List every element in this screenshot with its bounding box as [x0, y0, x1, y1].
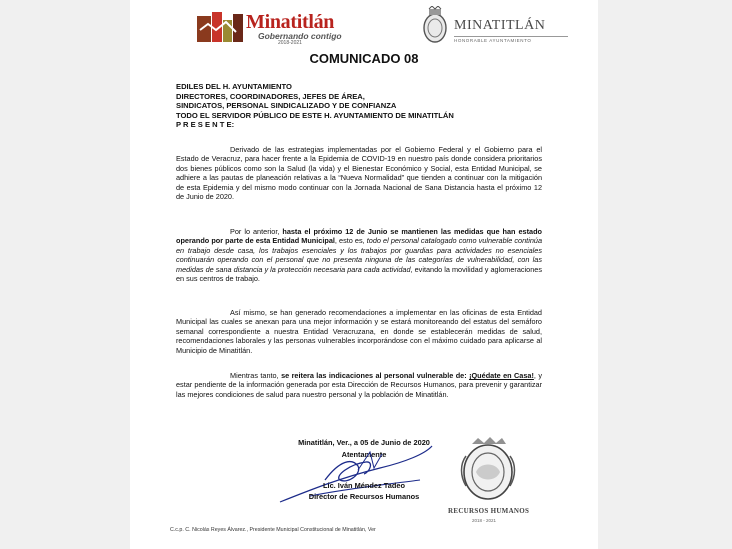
- paragraph-3: [176, 308, 542, 355]
- addressee-line: P R E S E N T E:: [176, 120, 235, 130]
- paragraph-2: [176, 227, 542, 283]
- minatitlan-logo: [196, 10, 364, 44]
- paragraph-2-bold: hasta el próximo 12 de Junio se mantienen las medidas que han estado operando por parte de esta Entidad Municipal: [176, 227, 543, 246]
- paragraph-1-text: Derivado de las estrategias implementadas por el Gobierno Federal y el Gobierno para el Estado de Veracruz, para hacer frente a la Epidemia de COVID-19 en nuestro país donde considera prioritarios dos bienes públicos como son la Salud (la vida) y el Bienestar Económico y Social, esta Entidad Municipal, se adhiere a las pautas de planeación relativas a la “Nueva Normalidad” que tienden a continuar con la mitigación de esta Epidemia y del mismo modo continuar con la Jornada Nacional de Sana Distancia hasta el próximo 12 de Junio de 2020.: [176, 145, 542, 202]
- addressee-line: DIRECTORES, COORDINADORES, JEFES DE ÁREA,: [176, 91, 365, 101]
- farewell: Atentamente: [341, 450, 387, 459]
- document-page: [130, 0, 598, 549]
- logo-slogan: Gobernando contigo: [258, 31, 342, 41]
- paragraph-2-text-a: Por lo anterior,: [230, 227, 283, 236]
- recursos-humanos-seal-icon: [452, 436, 524, 506]
- ayuntamiento-name: MINATITLÁN: [454, 18, 546, 33]
- left-margin: [0, 0, 130, 549]
- logo-blocks-icon: [196, 10, 244, 44]
- logo-name: Minatitlán: [246, 11, 335, 33]
- addressee-line: SINDICATOS, PERSONAL SINDICALIZADO Y DE CONFIANZA: [176, 101, 397, 111]
- right-margin: [598, 0, 732, 549]
- coat-of-arms-icon: [420, 6, 450, 46]
- paragraph-2-text-e: , evitando la movilidad y aglomeraciones en sus centros de trabajo.: [176, 264, 543, 284]
- stay-home-phrase: ¡Quédate en Casa!: [469, 371, 534, 380]
- paragraph-3-text: Así mismo, se han generado recomendaciones a implementar en las oficinas de esta Entidad Municipal las cuales se anexan para una mejor información y se estará monitoreando del estatus del semáforo semanal correspondiente a nuestra Entidad Veracruzana, en donde se establecerán medidas de salud, recomendaciones laborales y las personas vulnerables incorporándose con el máximo cuidado para aplicarse al Municipio de Minatitlán.: [176, 308, 542, 355]
- signer-position: Director de Recursos Humanos: [308, 492, 420, 501]
- paragraph-2-italic: todo el personal catalogado como vulnerable continúa en trabajo desde casa, los trabajos esenciales y los trabajos por guardias para actividades no esenciales continuarán operando con el personal que no presenta ninguna de las categorías de vulnerabilidad, con las medidas de sana distancia y la protección necesaria para cada actividad: [176, 236, 542, 274]
- logo-divider: [454, 36, 568, 37]
- addressee-line: TODO EL SERVIDOR PÚBLICO DE ESTE H. AYUNTAMIENTO DE MINATITLÁN: [176, 110, 454, 120]
- document-title: COMUNICADO 08: [309, 51, 419, 66]
- paragraph-4-text-a: Mientras tanto,: [230, 371, 282, 380]
- carbon-copy-note: C.c.p. C. Nicolás Reyes Álvarez., Presidente Municipal Constitucional de Minatitlán, Ver: [170, 527, 376, 533]
- paragraph-4: [176, 371, 542, 399]
- ayuntamiento-subtitle: HONORABLE AYUNTAMIENTO: [454, 38, 532, 43]
- paragraph-1: [176, 145, 542, 201]
- paragraph-2-text-c: , esto es,: [334, 236, 367, 246]
- logo-years: 2018-2021: [278, 40, 302, 46]
- paragraph-4-bold: se reitera las indicaciones al personal vulnerable de:: [281, 371, 470, 380]
- signer-name: Lic. Iván Méndez Tadeo: [323, 481, 405, 490]
- addressee-block: [176, 82, 454, 130]
- seal-label: RECURSOS HUMANOS: [448, 507, 530, 515]
- ayuntamiento-logo: [420, 6, 580, 46]
- seal-years: 2018 - 2021: [472, 518, 497, 523]
- addressee-line: EDILES DEL H. AYUNTAMIENTO: [176, 82, 292, 91]
- place-date: Minatitlán, Ver., a 05 de Junio de 2020: [298, 438, 430, 447]
- paragraph-4-text-d: , y estar pendiente de la información generada por esta Dirección de Recursos Humanos, para prevenir y garantizar las mejores condiciones de salud para nuestro personal y la población de Minatitlán.: [176, 371, 543, 399]
